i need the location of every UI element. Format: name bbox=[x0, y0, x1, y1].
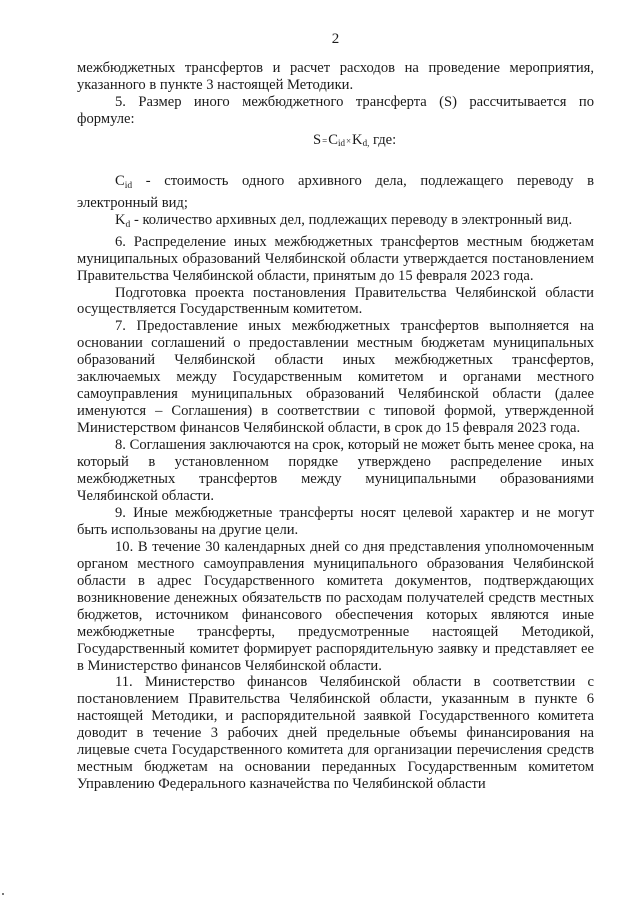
paragraph-10: 10. В течение 30 календарных дней со дня представления уполномоченным органом местного самоуправления муниципального образования Челябинской области в адрес Государственного комитета документов, подтверждающих возникновение денежных обязательств по расходам получателей средств местных бюджетов, источником финансового обеспечения которых являются иные межбюджетные трансферты, предусмотренные настоящей Методикой, Государственный комитет формирует распорядительную заявку и представляет ее в Министерство финансов Челябинской области. bbox=[77, 538, 594, 674]
paragraph-6b: Подготовка проекта постановления Правительства Челябинской области осуществляется Государственным комитетом. bbox=[77, 284, 594, 318]
kd-symbol bbox=[115, 212, 130, 228]
cid-letter: C bbox=[115, 172, 125, 189]
page-number: 2 bbox=[331, 31, 340, 47]
paragraph-continuation: межбюджетных трансфертов и расчет расходов на проведение мероприятия, указанного в пункте 3 настоящей Методики. bbox=[77, 60, 594, 93]
kd-letter: K bbox=[115, 211, 126, 228]
kd-subscript: d bbox=[125, 219, 131, 230]
paragraph-8: 8. Соглашения заключаются на срок, который не может быть менее срока, на который в установленном порядке утверждено распределение иных межбюджетных трансфертов между муниципальными образованиями Челябинской области. bbox=[77, 437, 594, 504]
formula bbox=[77, 130, 594, 153]
cid-text: - стоимость одного архивного дела, подлежащего переводу в электронный вид; bbox=[77, 172, 594, 211]
kd-text: - количество архивных дел, подлежащих переводу в электронный вид. bbox=[130, 211, 573, 228]
formula-equals: = bbox=[322, 135, 328, 146]
paragraph-11: 11. Министерство финансов Челябинской области в соответствии с постановлением Правительства Челябинской области, указанным в пункте 6 настоящей Методики, и распорядительной заявкой Государственного комитета доводит в течение 3 рабочих дней предельные объемы финансирования на лицевые счета Государственного комитета для организации перечисления средств местным бюджетам на основании переданных Государственным комитетом Управлению Федерального казначейства по Челябинской области bbox=[77, 674, 594, 793]
document-page bbox=[77, 30, 594, 793]
formula-c-subscript: id bbox=[337, 137, 345, 148]
cid-symbol bbox=[115, 173, 132, 189]
definition-kd bbox=[77, 212, 594, 234]
paragraph-6: 6. Распределение иных межбюджетных трансфертов местным бюджетам муниципальных образований Челябинской области утверждается постановлением Правительства Челябинской области, принятым до 15 февраля 2023 года. bbox=[77, 233, 594, 284]
formula-times: × bbox=[345, 135, 352, 146]
definition-cid bbox=[77, 173, 594, 212]
paragraph-5: 5. Размер иного межбюджетного трансферта (S) рассчитывается по формуле: bbox=[77, 93, 594, 127]
paragraph-9: 9. Иные межбюджетные трансферты носят целевой характер и не могут быть использованы на другие цели. bbox=[77, 504, 594, 538]
cid-subscript: id bbox=[124, 180, 133, 191]
paragraph-7: 7. Предоставление иных межбюджетных трансфертов выполняется на основании соглашений о предоставлении местным бюджетам муниципальных образований Челябинской области иных межбюджетных трансфертов, заключаемых между Государственным комитетом и органами местного самоуправления муниципальных образований Челябинской области (далее именуются – Соглашения) в соответствии с типовой формой, утвержденной Министерством финансов Челябинской области, в срок до 15 февраля 2023 года. bbox=[77, 318, 594, 437]
formula-c: C bbox=[328, 131, 338, 148]
formula-s: S bbox=[313, 131, 322, 148]
scan-mark bbox=[2, 893, 4, 895]
formula-k: K bbox=[352, 131, 363, 148]
formula-k-subscript: d, bbox=[362, 137, 370, 148]
formula-where: где: bbox=[369, 131, 397, 148]
